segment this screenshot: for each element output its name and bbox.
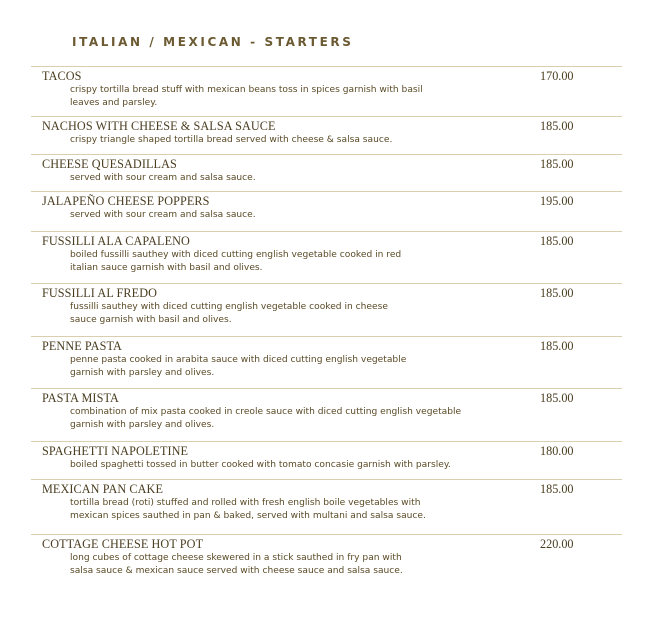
menu-item — [31, 337, 622, 389]
menu-item — [31, 67, 622, 117]
item-name: MEXICAN PAN CAKE — [42, 482, 164, 496]
item-price: 185.00 — [540, 234, 574, 248]
item-name: TACOS — [42, 69, 82, 83]
item-description: crispy tortilla bread stuff with mexican beans toss in spices garnish with basil leaves and parsley. — [70, 85, 423, 108]
item-name: FUSSILLI ALA CAPALENO — [42, 234, 190, 248]
menu-item — [31, 535, 622, 587]
menu-list — [31, 66, 622, 587]
item-name: JALAPEÑO CHEESE POPPERS — [42, 194, 210, 208]
menu-item — [31, 192, 622, 232]
item-name: CHEESE QUESADILLAS — [42, 157, 177, 171]
item-price: 185.00 — [540, 391, 574, 405]
menu-item — [31, 155, 622, 192]
menu-item — [31, 389, 622, 442]
item-price: 220.00 — [540, 537, 574, 551]
item-name: COTTAGE CHEESE HOT POT — [42, 537, 204, 551]
menu-item — [31, 442, 622, 480]
item-price: 180.00 — [540, 444, 574, 458]
item-description: tortilla bread (roti) stuffed and rolled with fresh english boile vegetables with mexican spices sauthed in pan & baked, served with multani and salsa sauce. — [70, 498, 426, 521]
item-description: penne pasta cooked in arabita sauce with diced cutting english vegetable garnish with parsley and olives. — [70, 355, 407, 378]
item-description: crispy triangle shaped tortilla bread served with cheese & salsa sauce. — [70, 135, 393, 145]
item-price: 185.00 — [540, 482, 574, 496]
menu-item — [31, 480, 622, 535]
item-price: 185.00 — [540, 339, 574, 353]
item-name: FUSSILLI AL FREDO — [42, 286, 158, 300]
menu-item — [31, 232, 622, 284]
item-price: 170.00 — [540, 69, 574, 83]
item-price: 195.00 — [540, 194, 574, 208]
item-description: boiled fussilli sauthey with diced cutting english vegetable cooked in red italian sauce garnish with basil and olives. — [70, 250, 402, 273]
item-price: 185.00 — [540, 286, 574, 300]
item-description: boiled spaghetti tossed in butter cooked with tomato concasie garnish with parsley. — [70, 460, 451, 470]
item-description: combination of mix pasta cooked in creole sauce with diced cutting english vegetable garnish with parsley and olives. — [70, 407, 462, 430]
item-description: served with sour cream and salsa sauce. — [70, 173, 256, 183]
item-description: long cubes of cottage cheese skewered in a stick sauthed in fry pan with salsa sauce & mexican sauce served with cheese sauce and salsa sauce. — [70, 553, 403, 576]
menu-item — [31, 284, 622, 337]
menu-item — [31, 117, 622, 155]
item-price: 185.00 — [540, 157, 574, 171]
section-heading: ITALIAN / MEXICAN - STARTERS — [72, 35, 354, 49]
item-description: fussilli sauthey with diced cutting english vegetable cooked in cheese sauce garnish with basil and olives. — [70, 302, 388, 325]
item-name: PASTA MISTA — [42, 391, 119, 405]
item-name: SPAGHETTI NAPOLETINE — [42, 444, 189, 458]
item-price: 185.00 — [540, 119, 574, 133]
item-name: NACHOS WITH CHEESE & SALSA SAUCE — [42, 119, 276, 133]
item-description: served with sour cream and salsa sauce. — [70, 210, 256, 220]
item-name: PENNE PASTA — [42, 339, 122, 353]
